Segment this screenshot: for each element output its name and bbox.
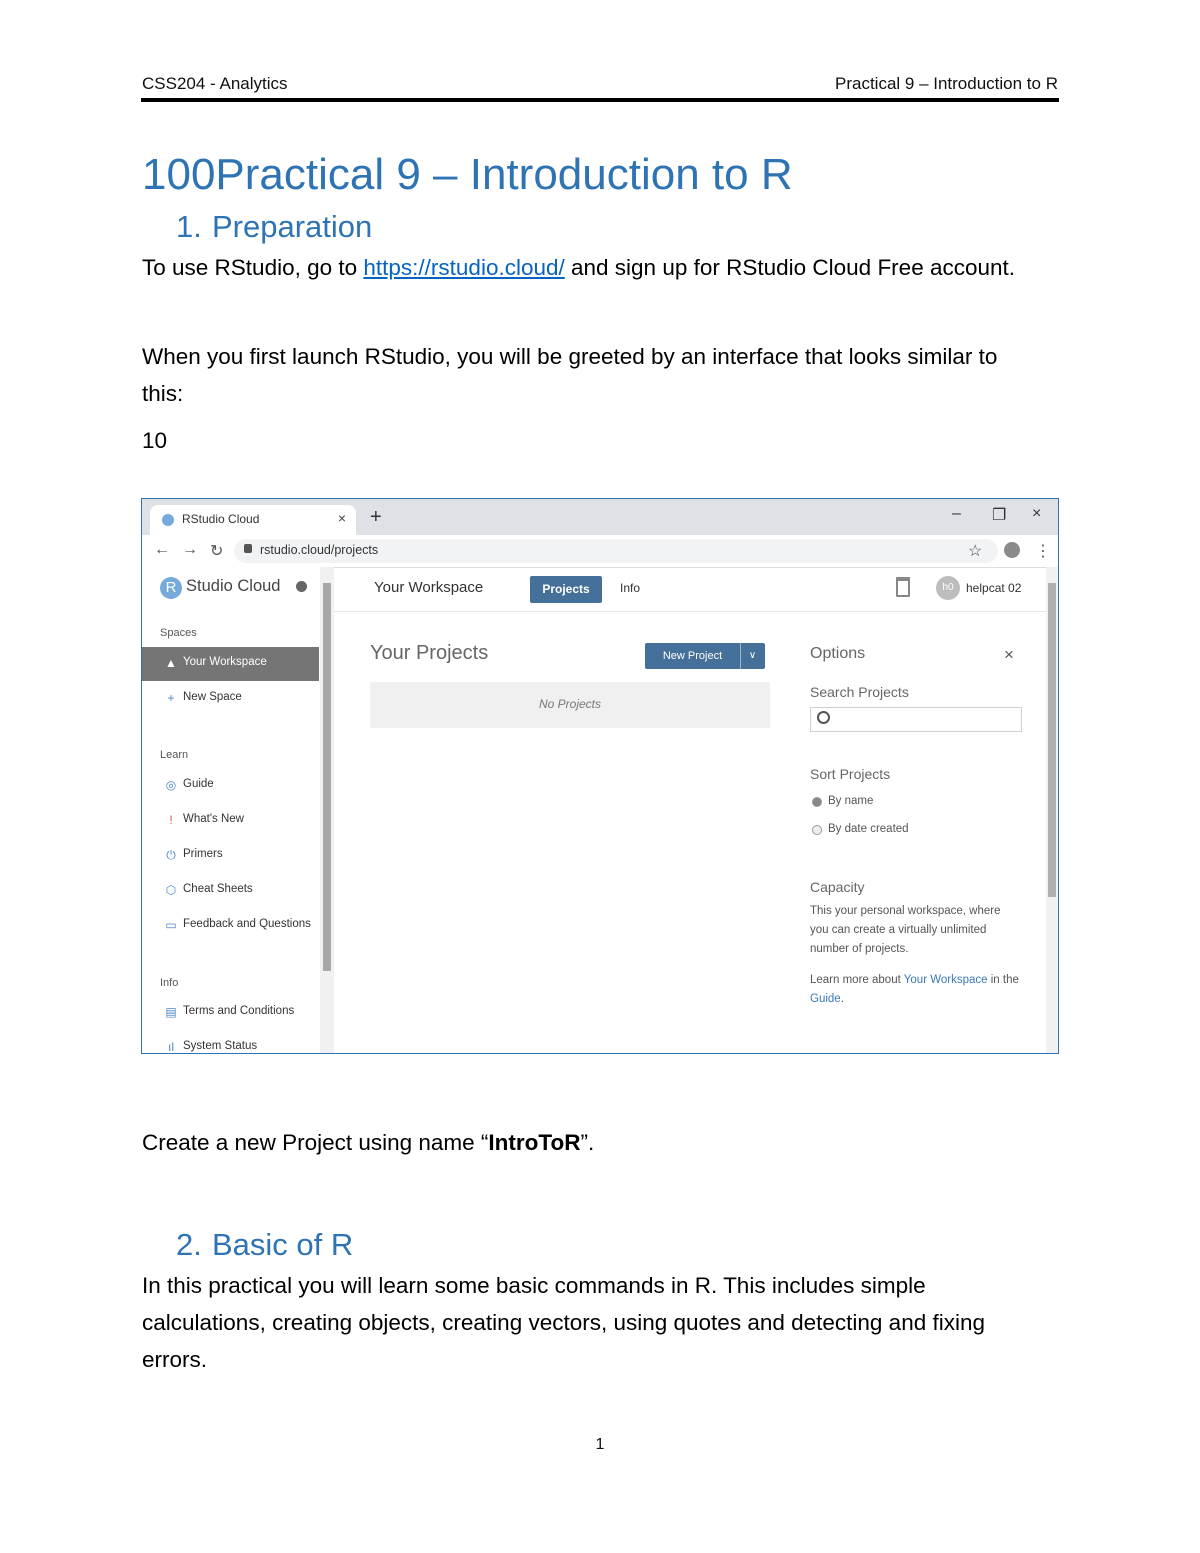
page-title: 100Practical 9 – Introduction to R xyxy=(142,150,793,199)
star-icon[interactable]: ☆ xyxy=(968,543,983,560)
comment-icon: ▭ xyxy=(165,918,177,932)
sidebar-item-new-space[interactable]: + New Space xyxy=(142,682,319,716)
sidebar-item-your-workspace[interactable]: ▲ Your Workspace xyxy=(142,647,319,681)
rstudio-topbar xyxy=(334,567,1046,612)
rstudio-brand: Studio Cloud xyxy=(186,577,281,595)
sidebar-item-terms[interactable]: ▤ Terms and Conditions xyxy=(165,1005,295,1019)
sidebar-item-system-status[interactable]: ıl System Status xyxy=(142,1031,319,1054)
section-1-title: Preparation xyxy=(212,209,373,244)
header-course: CSS204 - Analytics xyxy=(142,74,288,93)
power-icon: ⏻ xyxy=(166,848,176,862)
guide-link[interactable]: Guide xyxy=(810,993,841,1005)
your-projects-heading: Your Projects xyxy=(370,642,489,664)
rstudio-screenshot xyxy=(141,498,1059,1054)
paragraph-number: 10 xyxy=(142,428,168,453)
sort-by-name-radio[interactable] xyxy=(812,797,822,807)
exclamation-icon: ! xyxy=(169,813,173,827)
main-scroll-thumb[interactable] xyxy=(1048,583,1056,897)
paragraph-basic-of-r: In this practical you will learn some basic commands in R. This includes simple calculations, creating objects, creating vectors, using quotes and detecting and fixing errors. xyxy=(142,1273,986,1372)
section-2-title: Basic of R xyxy=(212,1227,354,1262)
plus-icon: + xyxy=(167,691,175,705)
maximize-icon[interactable]: ❐ xyxy=(992,507,1007,524)
window-close-icon[interactable]: × xyxy=(1032,505,1042,522)
sidebar-item-whats-new[interactable]: ! What's New xyxy=(142,804,319,838)
back-icon[interactable]: ← xyxy=(154,541,170,558)
close-icon[interactable]: × xyxy=(337,510,346,526)
rstudio-logo-icon: R xyxy=(160,577,182,599)
projects-list xyxy=(370,682,770,728)
search-projects-label: Search Projects xyxy=(810,684,909,700)
compass-icon: ◎ xyxy=(165,778,177,792)
sort-by-date-radio[interactable] xyxy=(812,825,822,835)
minimize-icon[interactable]: – xyxy=(952,505,961,522)
signup-text-end: and sign up for RStudio Cloud Free account. xyxy=(564,255,1016,280)
sidebar-close-icon[interactable] xyxy=(296,581,307,592)
section-1-number: 1. xyxy=(176,209,202,244)
new-tab-icon[interactable]: + xyxy=(370,506,382,528)
address-bar xyxy=(142,535,1058,568)
user-name[interactable]: helpcat 02 xyxy=(966,581,1022,595)
hexagon-icon: ⬡ xyxy=(165,883,177,897)
info-header: Info xyxy=(160,977,179,989)
rstudio-favicon-icon xyxy=(162,514,174,526)
your-workspace-link[interactable]: Your Workspace xyxy=(903,974,988,986)
url-field[interactable] xyxy=(234,539,998,563)
tab-info[interactable]: Info xyxy=(620,581,641,595)
document-icon: ▤ xyxy=(165,1005,177,1019)
person-icon: ▲ xyxy=(165,656,177,670)
rstudio-cloud-link[interactable]: https://rstudio.cloud/ xyxy=(363,255,565,280)
url-text: rstudio.cloud/projects xyxy=(260,543,379,557)
header-rule xyxy=(141,98,1059,102)
profile-icon[interactable] xyxy=(1004,542,1020,558)
rstudio-sidebar xyxy=(142,567,321,1053)
forward-icon[interactable]: → xyxy=(182,541,198,558)
spaces-header: Spaces xyxy=(160,627,197,639)
menu-icon[interactable]: ⋮ xyxy=(1035,543,1051,560)
capacity-label: Capacity xyxy=(810,879,865,895)
sort-by-date-label[interactable]: By date created xyxy=(828,823,909,835)
status-bars-icon: ıl xyxy=(168,1040,174,1054)
page-number: 1 xyxy=(595,1436,605,1453)
sidebar-item-cheat-sheets[interactable]: ⬡ Cheat Sheets xyxy=(165,883,253,897)
options-close-icon[interactable]: × xyxy=(1004,645,1014,664)
learn-more-text: Learn more about Your Workspace in the Guide. xyxy=(810,974,1019,1005)
section-1-heading xyxy=(176,209,372,245)
no-projects-text: No Projects xyxy=(538,697,602,711)
sidebar-item-feedback[interactable]: ▭ Feedback and Questions xyxy=(165,918,311,932)
learn-header: Learn xyxy=(160,749,189,761)
signup-text-start: To use RStudio, go to xyxy=(142,255,364,280)
trash-icon[interactable] xyxy=(896,577,910,597)
sidebar-item-primers[interactable]: ⏻ Primers xyxy=(142,839,319,873)
header-practical: Practical 9 – Introduction to R xyxy=(834,74,1058,93)
workspace-title: Your Workspace xyxy=(374,579,484,596)
browser-tab-title: RStudio Cloud xyxy=(182,512,260,526)
paragraph-signup xyxy=(142,249,1042,286)
section-2-heading xyxy=(176,1227,353,1263)
search-projects-input[interactable] xyxy=(810,707,1022,732)
sidebar-scroll-thumb[interactable] xyxy=(323,583,331,971)
project-name: IntroToR xyxy=(488,1130,581,1155)
new-project-label[interactable]: New Project xyxy=(645,643,741,669)
chevron-down-icon[interactable]: ∨ xyxy=(748,650,757,661)
tab-projects[interactable]: Projects xyxy=(530,576,602,603)
reload-icon[interactable]: ↻ xyxy=(210,543,224,560)
options-title: Options xyxy=(810,645,866,662)
avatar[interactable]: h0 xyxy=(936,576,960,600)
browser-tab[interactable] xyxy=(150,505,356,535)
sidebar-item-guide[interactable]: ◎ Guide xyxy=(165,778,214,792)
sort-by-name-label[interactable]: By name xyxy=(828,795,874,807)
search-icon xyxy=(817,711,830,724)
section-2-number: 2. xyxy=(176,1227,202,1262)
browser-tab-strip xyxy=(142,499,1058,535)
capacity-text: This your personal workspace, where you can create a virtually unlimited number of projects. xyxy=(810,905,1001,955)
paragraph-create-project: Create a new Project using name “IntroToR”. xyxy=(142,1130,595,1155)
new-project-button[interactable] xyxy=(645,643,765,669)
paragraph-first-launch: When you first launch RStudio, you will be greeted by an interface that looks similar to this: xyxy=(142,344,998,406)
lock-icon xyxy=(244,544,252,553)
sort-projects-label: Sort Projects xyxy=(810,766,891,782)
